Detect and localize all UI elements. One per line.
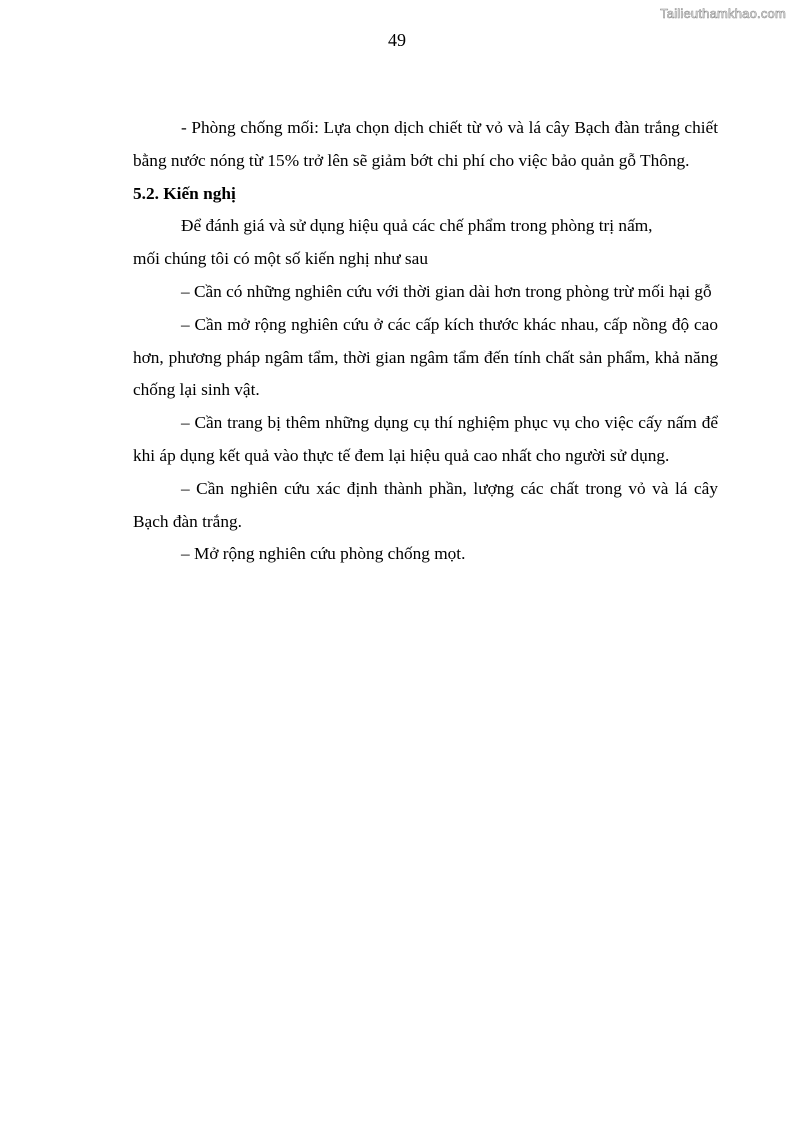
recommendation-item-4: – Cần nghiên cứu xác định thành phần, lượng các chất trong vỏ và lá cây Bạch đàn trắng. <box>133 478 718 531</box>
page-number: 49 <box>388 30 406 50</box>
watermark: Tailieuthamkhao.com <box>660 6 786 21</box>
recommendation-item-3: – Cần trang bị thêm những dụng cụ thí nghiệm phục vụ cho việc cấy nấm để khi áp dụng kết quả vào thực tế đem lại hiệu quả cao nhất cho người sử dụng. <box>133 413 718 465</box>
paragraph-intro-line1: Để đánh giá và sử dụng hiệu quả các chế phẩm trong phòng trị nấm, <box>181 216 653 236</box>
recommendation-item-1: – Cần có những nghiên cứu với thời gian dài hơn trong phòng trừ mối hại gỗ <box>181 281 712 301</box>
section-heading: 5.2. Kiến nghị <box>133 183 236 203</box>
document-body <box>133 112 718 571</box>
paragraph-termite-prevention: - Phòng chống mối: Lựa chọn dịch chiết từ vỏ và lá cây Bạch đàn trắng chiết bằng nước nóng từ 15% trở lên sẽ giảm bớt chi phí cho việc bảo quản gỗ Thông. <box>133 118 718 170</box>
recommendation-item-2: – Cần mở rộng nghiên cứu ở các cấp kích thước khác nhau, cấp nồng độ cao hơn, phương pháp ngâm tẩm, thời gian ngâm tẩm đến tính chất sản phẩm, khả năng chống lại sinh vật. <box>133 314 718 400</box>
paragraph-intro-line2: mối chúng tôi có một số kiến nghị như sau <box>133 249 428 269</box>
recommendation-item-5: – Mở rộng nghiên cứu phòng chống mọt. <box>181 544 466 564</box>
